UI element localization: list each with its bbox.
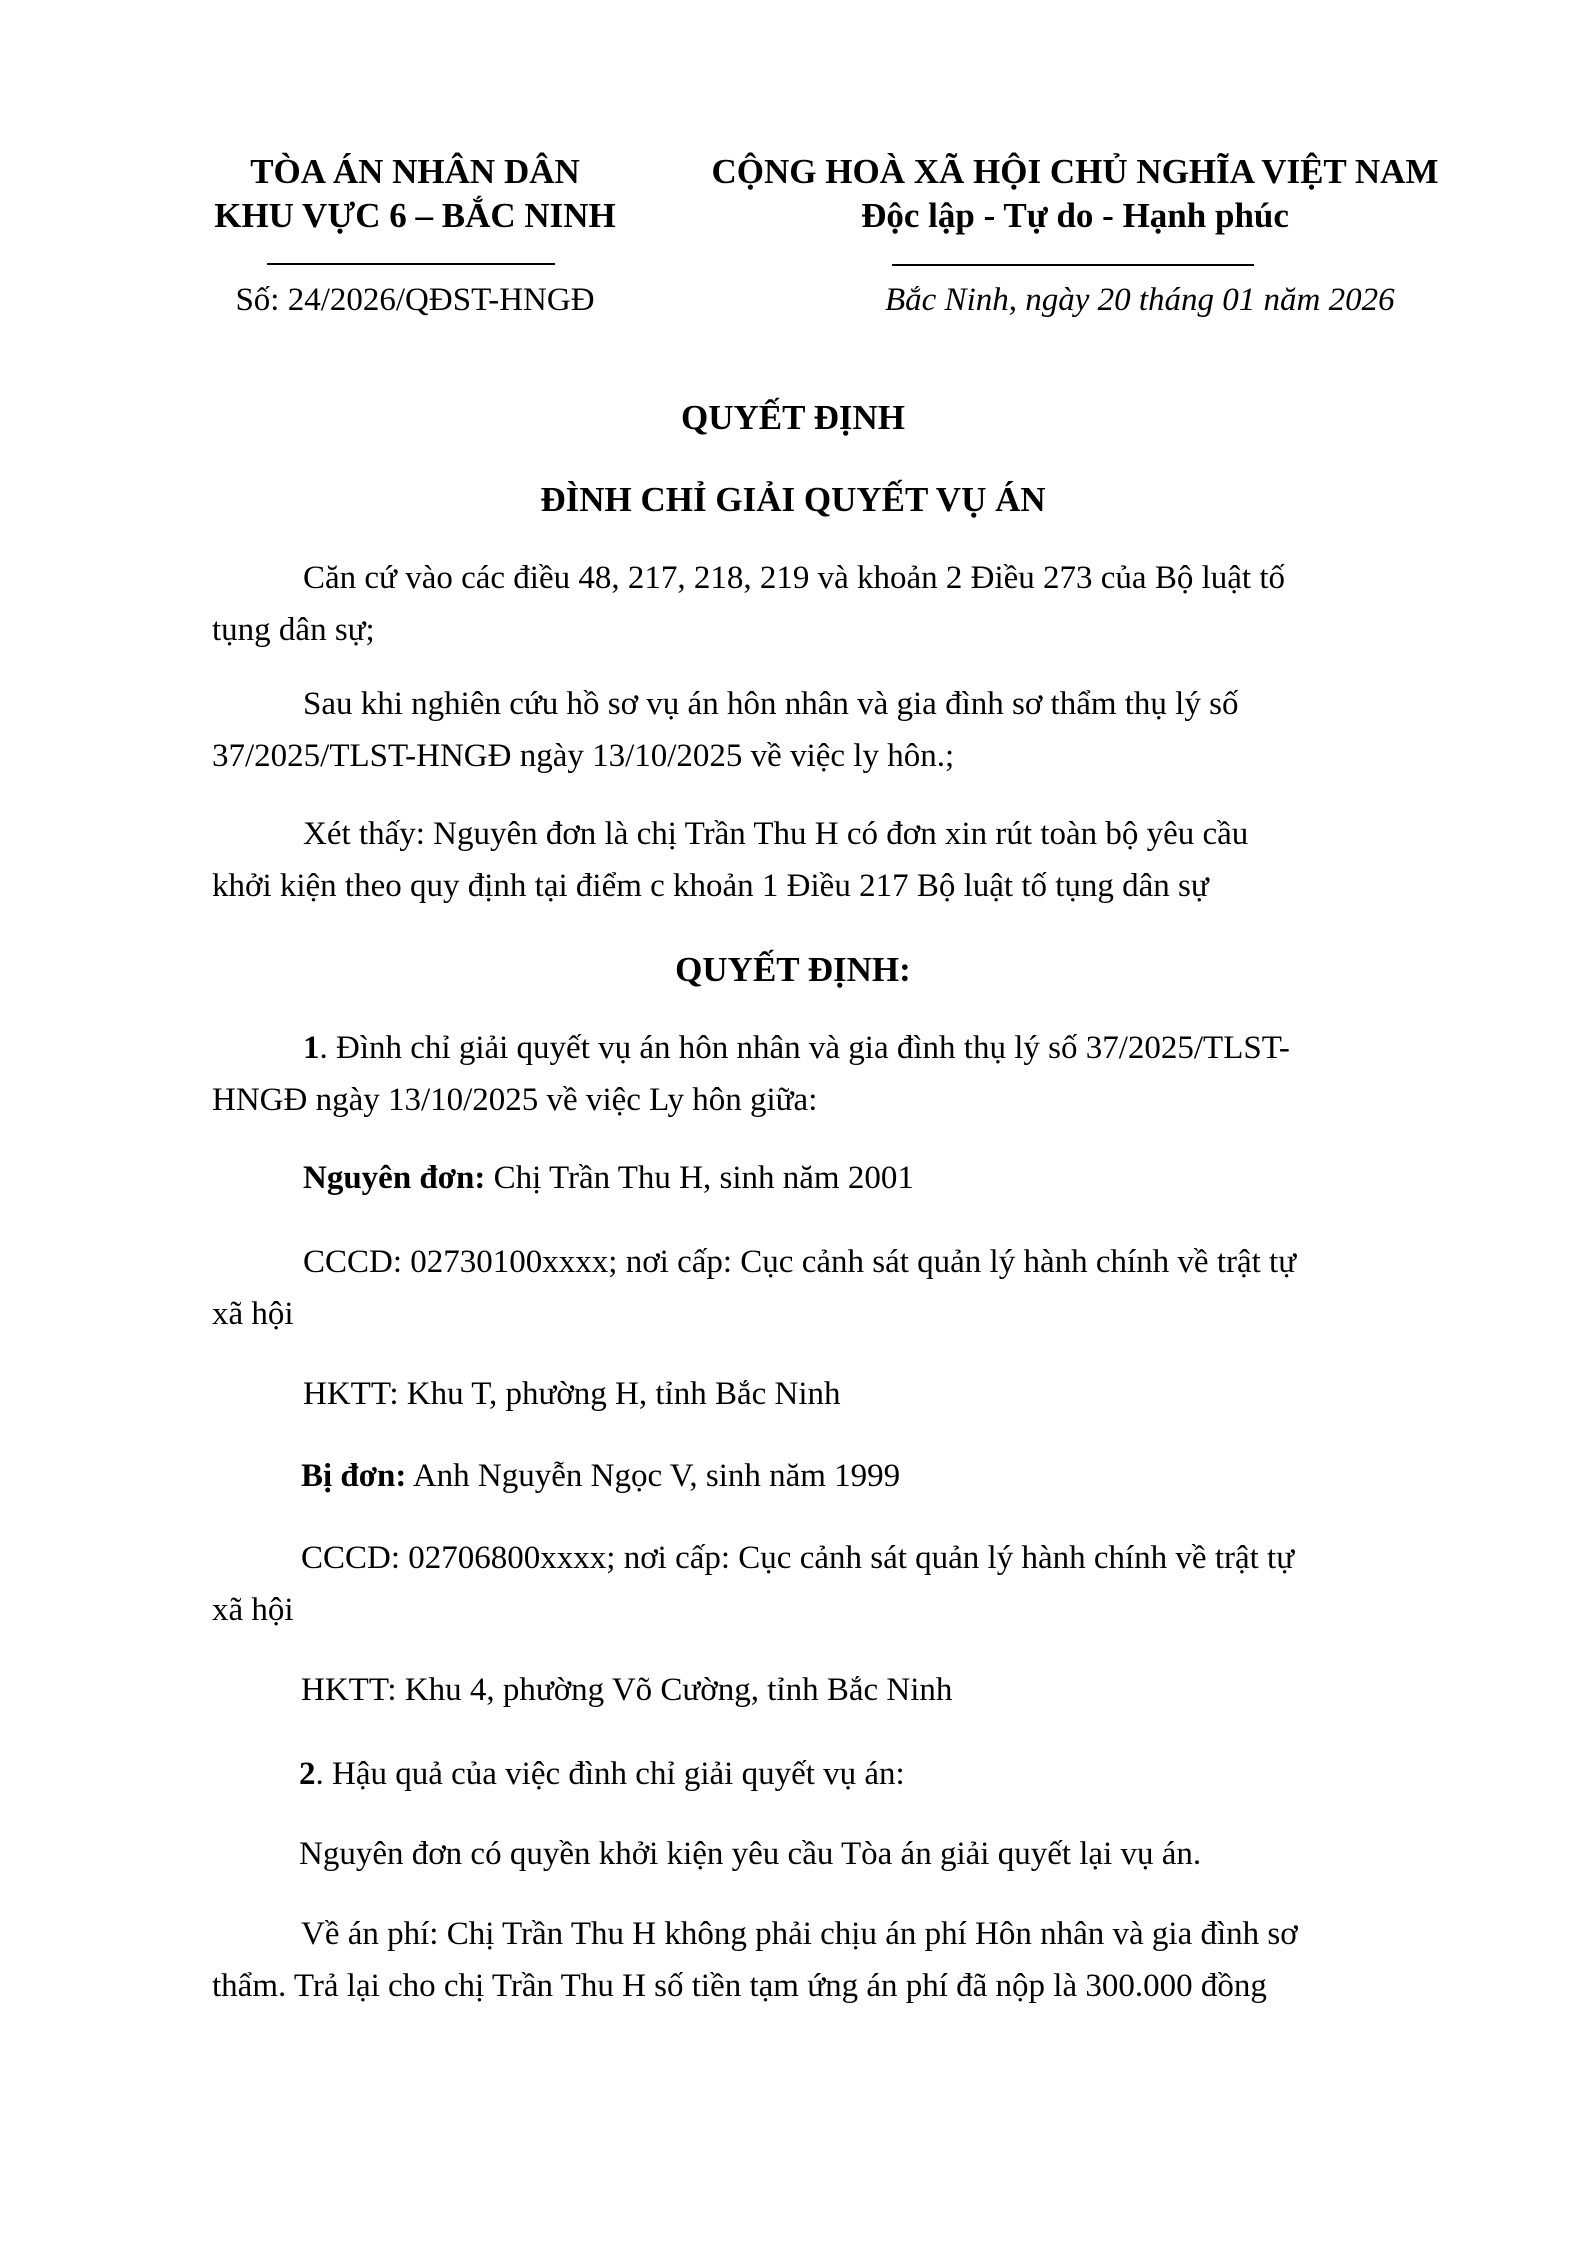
plaintiff-value: Chị Trần Thu H, sinh năm 2001 [485, 1160, 914, 1196]
item-1-number: 1 [303, 1030, 320, 1066]
finding-line2: khởi kiện theo quy định tại điểm c khoản 1 Điều 217 Bộ luật tố tụng dân sự [212, 868, 1209, 904]
plaintiff-address: HKTT: Khu T, phường H, tỉnh Bắc Ninh [303, 1376, 841, 1412]
decision-item-1-line1 [303, 1030, 1290, 1067]
defendant-address: HKTT: Khu 4, phường Võ Cường, tỉnh Bắc Ninh [301, 1672, 953, 1708]
defendant-label: Bị đơn: [301, 1458, 407, 1494]
plaintiff-label: Nguyên đơn: [303, 1160, 486, 1196]
plaintiff-line [303, 1160, 914, 1197]
defendant-line [301, 1458, 900, 1495]
court-name-line1: TÒA ÁN NHÂN DÂN [250, 152, 580, 191]
defendant-id-line1: CCCD: 02706800xxxx; nơi cấp: Cục cảnh sát quản lý hành chính về trật tự [301, 1540, 1295, 1576]
title-subject: ĐÌNH CHỈ GIẢI QUYẾT VỤ ÁN [540, 480, 1046, 519]
item-1-text: . Đình chỉ giải quyết vụ án hôn nhân và gia đình thụ lý số 37/2025/TLST- [319, 1030, 1290, 1066]
case-review-line2: 37/2025/TLST-HNGĐ ngày 13/10/2025 về việc ly hôn.; [212, 738, 955, 774]
case-review-line1: Sau khi nghiên cứu hồ sơ vụ án hôn nhân và gia đình sơ thẩm thụ lý số [303, 686, 1239, 722]
decision-heading: QUYẾT ĐỊNH: [675, 950, 911, 989]
plaintiff-id-line1: CCCD: 02730100xxxx; nơi cấp: Cục cảnh sát quản lý hành chính về trật tự [303, 1244, 1297, 1280]
decision-item-2 [299, 1756, 905, 1793]
decision-item-1-line2: HNGĐ ngày 13/10/2025 về việc Ly hôn giữa: [212, 1082, 818, 1118]
defendant-id-line2: xã hội [212, 1592, 294, 1628]
court-name-line2: KHU VỰC 6 – BẮC NINH [214, 196, 616, 235]
title-decision: QUYẾT ĐỊNH [681, 398, 905, 437]
court-underline-divider [267, 263, 555, 265]
court-fee-line1: Về án phí: Chị Trần Thu H không phải chịu án phí Hôn nhân và gia đình sơ [301, 1916, 1298, 1952]
nation-underline-divider [892, 264, 1254, 266]
legal-basis-line2: tụng dân sự; [212, 612, 375, 648]
document-number: Số: 24/2026/QĐST-HNGĐ [235, 282, 595, 318]
plaintiff-id-line2: xã hội [212, 1296, 294, 1332]
consequence-text: Nguyên đơn có quyền khởi kiện yêu cầu Tòa án giải quyết lại vụ án. [299, 1836, 1202, 1872]
legal-basis-line1: Căn cứ vào các điều 48, 217, 218, 219 và khoản 2 Điều 273 của Bộ luật tố [303, 560, 1285, 596]
finding-line1: Xét thấy: Nguyên đơn là chị Trần Thu H có đơn xin rút toàn bộ yêu cầu [303, 816, 1249, 852]
court-fee-line2: thẩm. Trả lại cho chị Trần Thu H số tiền tạm ứng án phí đã nộp là 300.000 đồng [212, 1968, 1267, 2004]
item-2-number: 2 [299, 1756, 316, 1792]
nation-title: CỘNG HOÀ XÃ HỘI CHỦ NGHĨA VIỆT NAM [711, 152, 1439, 191]
defendant-value: Anh Nguyễn Ngọc V, sinh năm 1999 [406, 1458, 901, 1494]
item-2-text: . Hậu quả của việc đình chỉ giải quyết vụ án: [315, 1756, 905, 1792]
nation-motto: Độc lập - Tự do - Hạnh phúc [861, 196, 1289, 235]
place-and-date: Bắc Ninh, ngày 20 tháng 01 năm 2026 [885, 282, 1395, 318]
